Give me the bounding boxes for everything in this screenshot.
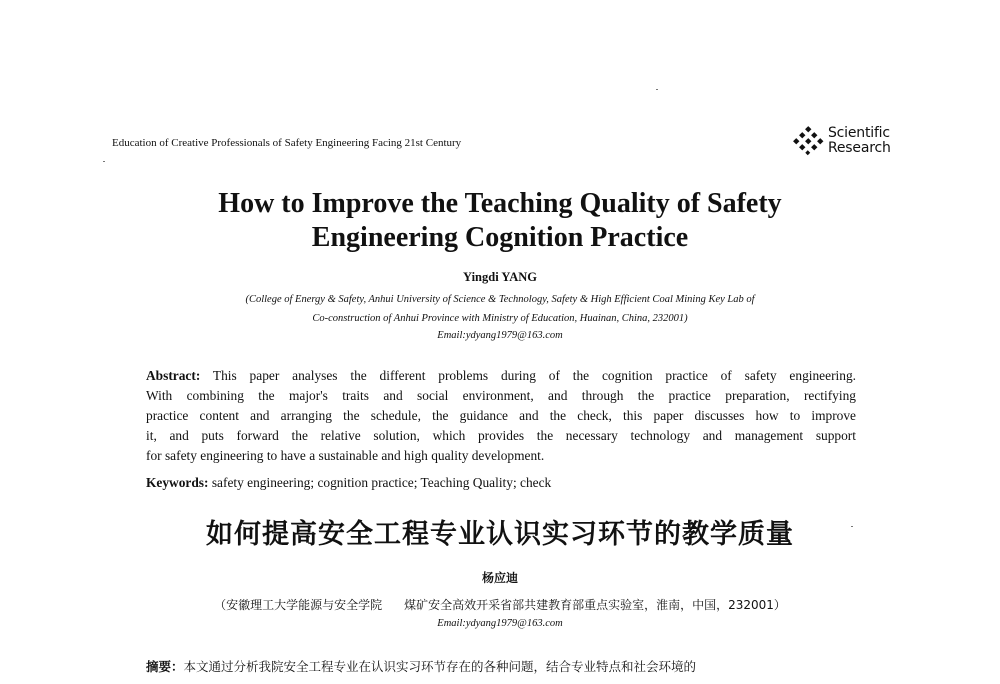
chinese-abstract — [146, 657, 866, 675]
author-affiliation — [0, 290, 1000, 328]
chinese-affiliation-part-2: 煤矿安全高效开采省部共建教育部重点实验室，淮南，中国，232001） — [404, 598, 786, 612]
scientific-research-logo-icon — [792, 126, 826, 156]
abstract-line: With combining the major's traits and social environment, and through the practice preparation, rectifying — [146, 388, 856, 403]
chinese-affiliation — [0, 596, 1000, 613]
affiliation-line-1: (College of Energy & Safety, Anhui University of Science & Technology, Safety & High Efficient Coal Mining Key Lab of — [245, 294, 755, 305]
title-line-1: How to Improve the Teaching Quality of Safety — [218, 188, 782, 219]
scan-speck — [851, 526, 853, 527]
abstract-line: it, and puts forward the relative solution, which provides the necessary technology and management support — [146, 428, 856, 443]
abstract-label: Abstract: — [146, 368, 201, 383]
chinese-author-email: Email:ydyang1979@163.com — [437, 618, 563, 629]
abstract-line — [146, 366, 856, 386]
keywords-text: safety engineering; cognition practice; Teaching Quality; check — [211, 475, 552, 490]
logo-line-1: Scientific — [828, 125, 890, 141]
paper-title — [0, 187, 1000, 255]
abstract-text: This paper analyses the different problems during of the cognition practice of safety engineering. — [212, 368, 856, 383]
author-email: Email:ydyang1979@163.com — [437, 330, 563, 341]
abstract-line: practice content and arranging the schedule, the guidance and the check, this paper discusses how to improve — [146, 408, 856, 423]
running-head: Education of Creative Professionals of Safety Engineering Facing 21st Century — [112, 137, 462, 149]
keywords — [146, 475, 551, 491]
abstract-line: for safety engineering to have a sustainable and high quality development. — [146, 448, 545, 463]
chinese-abstract-text: 本文通过分析我院安全工程专业在认识实习环节存在的各种问题，结合专业特点和社会环境的 — [183, 659, 697, 674]
logo-text — [828, 126, 891, 156]
chinese-title: 如何提高安全工程专业认识实习环节的教学质量 — [206, 519, 794, 550]
scan-speck — [103, 161, 105, 162]
chinese-abstract-label: 摘要： — [146, 659, 184, 674]
logo-line-2: Research — [828, 140, 891, 156]
publisher-logo — [792, 126, 891, 156]
affiliation-line-2: Co-construction of Anhui Province with Ministry of Education, Huainan, China, 232001) — [312, 313, 688, 324]
keywords-label: Keywords: — [146, 475, 209, 490]
scan-speck — [656, 89, 658, 90]
author-name: Yingdi YANG — [463, 270, 537, 284]
abstract — [146, 366, 856, 466]
title-line-2: Engineering Cognition Practice — [311, 222, 689, 253]
chinese-author-name: 杨应迪 — [481, 571, 518, 585]
chinese-affiliation-part-1: （安徽理工大学能源与安全学院 — [214, 598, 383, 612]
